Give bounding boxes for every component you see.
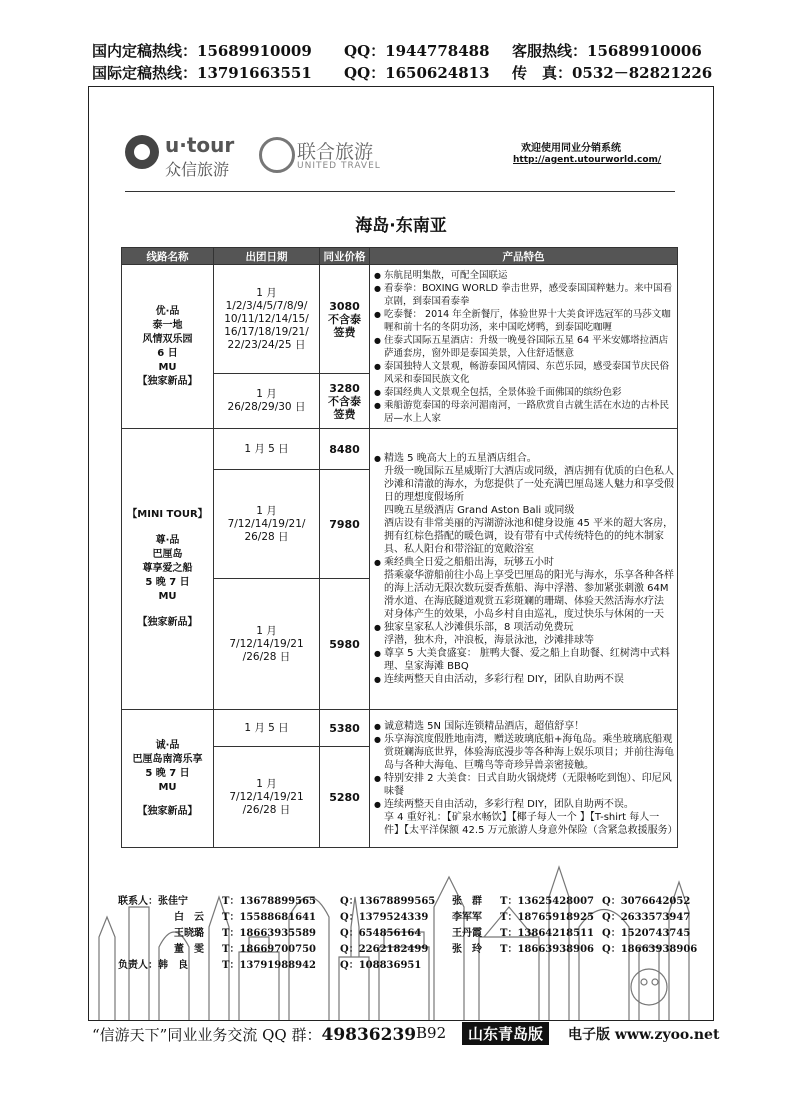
departure-dates: 1 月 7/12/14/19/21/ 26/28 日 xyxy=(214,470,320,579)
departure-dates: 1 月 7/12/14/19/21 /26/28 日 xyxy=(214,747,320,848)
intl-qq: QQ：1650624813 xyxy=(344,64,490,82)
divider xyxy=(125,191,675,192)
intl-hotline: 国际定稿热线：13791663551 xyxy=(92,64,312,82)
price: 8480 xyxy=(320,429,370,470)
united-travel-logo: 联合旅游 UNITED TRAVEL xyxy=(259,137,399,179)
header-route: 线路名称 xyxy=(122,248,214,265)
table-header-row xyxy=(122,248,678,265)
header-price: 同业价格 xyxy=(320,248,370,265)
welcome-text: 欢迎使用同业分销系统 xyxy=(521,143,621,154)
contact-row: 负责人：韩 良 T：13791988942 Q：108836951 xyxy=(118,960,422,971)
price: 7980 xyxy=(320,470,370,579)
table-row xyxy=(122,429,678,470)
route-name-bali-love-boat: 【MINI TOUR】 尊·品 巴厘岛 尊享爱之船 5 晚 7 日 MU 【独家新品】 xyxy=(122,429,214,710)
departure-dates: 1 月 1/2/3/4/5/7/8/9/ 10/11/12/14/15/ 16/17/18/19/21/ 22/23/24/25 日 xyxy=(214,265,320,374)
page-number: B92 xyxy=(416,1024,447,1042)
contact-row: 王晓璐 T：18663935589 Q：654856164 王丹霞 T：13864218511 Q：1520743745 xyxy=(174,928,691,939)
utour-logo-icon xyxy=(125,135,159,169)
price: 5980 xyxy=(320,579,370,710)
route-features: ● 精选 5 晚高大上的五星酒店组合。 升级一晚国际五星威斯汀大酒店或同级，酒店拥有优质的白色私人沙滩和清澈的海水，为您提供了一处充满巴厘岛迷人魅力和享受假日的理想度假场所 四晚五星级酒店 Grand Aston Bali 或同级 酒店设有非常美丽的泻湖游泳池和健身设施 45 平米的超大客房，拥有红棕色搭配的暖色调，设有带有中式传统特色的的纯木制家具、私人阳台和带浴缸的宽敞浴室 ● 乘经典全日爱之船船出海，玩够五小时 搭乘豪华游船前往小岛上享受巴厘岛的阳光与海水，乐享各种各样的海上活动无限次数玩耍香蕉船、海中浮潜、参加紧张刺激 64M 滑水道、在海底隧道观赏五彩斑斓的珊瑚、体验天然活海水疗法 对身体产生的效果，小岛乡村自由巡礼，度过快乐与休闲的一天 ● 独家皇家私人沙滩俱乐部，8 项活动免费玩 浮潜，独木舟，冲浪板，海景泳池，沙滩排球等 ● 尊享 5 大美食盛宴： 脏鸭大餐、爱之船上自助餐、红树湾中式料理、皇家海滩 BBQ ● 连续两整天自由活动，多彩行程 DIY，团队自助两不误 xyxy=(370,429,678,710)
route-name-bali-south-bay: 诚·品 巴厘岛南湾乐享 5 晚 7 日 MU 【独家新品】 xyxy=(122,710,214,848)
price: 3080 不含泰 签费 xyxy=(320,265,370,374)
price: 5380 xyxy=(320,710,370,747)
routes-table xyxy=(121,247,678,848)
service-hotline: 客服热线：15689910006 xyxy=(512,42,702,60)
departure-dates: 1 月 26/28/29/30 日 xyxy=(214,374,320,429)
qq-group-text: “信游天下”同业业务交流 QQ 群：49836239 xyxy=(92,1025,417,1045)
header-dates: 出团日期 xyxy=(214,248,320,265)
header-features: 产品特色 xyxy=(370,248,678,265)
page-title: 海岛·东南亚 xyxy=(355,216,447,236)
route-features: ● 东航昆明集散，可配全国联运 ● 看泰拳：BOXING WORLD 拳击世界，感受泰国国粹魅力。来中国看京剧，到泰国看泰拳 ● 吃泰餐： 2014 年全新餐厅，体验世界十大美食评选冠军的马莎文咖喱和前十名的冬阴功汤，来中国吃烤鸭，到泰国吃咖喱 ● 住泰式国际五星酒店：升级一晚曼谷国际五星 64 平米安娜塔拉酒店萨通套房，窗外即是泰国美景，入住舒适惬意 ● 泰国独特人文景观，畅游泰国风情园、东芭乐园，感受泰国节庆民俗风采和泰国民族文化 ● 泰国经典人文景观全包括，全景体验千面佛国的缤纷色彩 ● 乘船游览泰国的母亲河湄南河，一路欣赏自古就生活在水边的古朴民居—水上人家 xyxy=(370,265,678,429)
departure-dates: 1 月 5 日 xyxy=(214,710,320,747)
route-features: ● 诚意精选 5N 国际连锁精品酒店，超值舒享！ ● 乐享海滨度假胜地南湾，赠送玻璃底船+海龟岛。乘坐玻璃底船观赏斑斓海底世界，体验海底漫步等各种海上娱乐项目；并前往海龟岛与各种大海龟、巨嘴鸟等奇珍异兽亲密接触。 ● 特别安排 2 大美食：日式自助火锅烧烤（无限畅吃到饱）、印尼风味餐 ● 连续两整天自由活动，多彩行程 DIY，团队自助两不误。 享 4 重好礼：【矿泉水畅饮】【椰子每人一个 】【T-shirt 每人一件】【太平洋保额 42.5 万元旅游人身意外保险（含紧急救援服务） xyxy=(370,710,678,848)
utour-logo: u·tour 众信旅游 xyxy=(125,131,245,181)
departure-dates: 1 月 5 日 xyxy=(214,429,320,470)
domestic-hotline: 国内定稿热线：15689910009 xyxy=(92,42,312,60)
brochure-frame xyxy=(88,86,714,1021)
website-link[interactable]: 电子版 www.zyoo.net xyxy=(568,1027,720,1043)
united-logo-icon xyxy=(259,137,295,173)
route-name-thailand: 优·品 泰一地 风情双乐园 6 日 MU 【独家新品】 xyxy=(122,265,214,429)
contact-row: 董 雯 T：18669700750 Q：2262182499 张 玲 T：18663938906 Q：18663938906 xyxy=(174,944,698,955)
fax: 传 真：0532－82821226 xyxy=(512,64,713,82)
table-row xyxy=(122,710,678,747)
price: 3280 不含泰 签费 xyxy=(320,374,370,429)
price: 5280 xyxy=(320,747,370,848)
domestic-qq: QQ：1944778488 xyxy=(344,42,490,60)
edition-badge: 山东青岛版 xyxy=(462,1022,549,1045)
contact-row: 联系人：张佳宁 T：13678899565 Q：13678899565 张 群 T：13625428007 Q：3076642052 xyxy=(118,896,691,907)
contact-row: 白 云 T：15588681641 Q：1379524339 李军军 T：18765918925 Q：2633573947 xyxy=(174,912,691,923)
table-row xyxy=(122,265,678,374)
departure-dates: 1 月 7/12/14/19/21 /26/28 日 xyxy=(214,579,320,710)
agent-url-link[interactable]: http://agent.utourworld.com/ xyxy=(513,155,662,165)
